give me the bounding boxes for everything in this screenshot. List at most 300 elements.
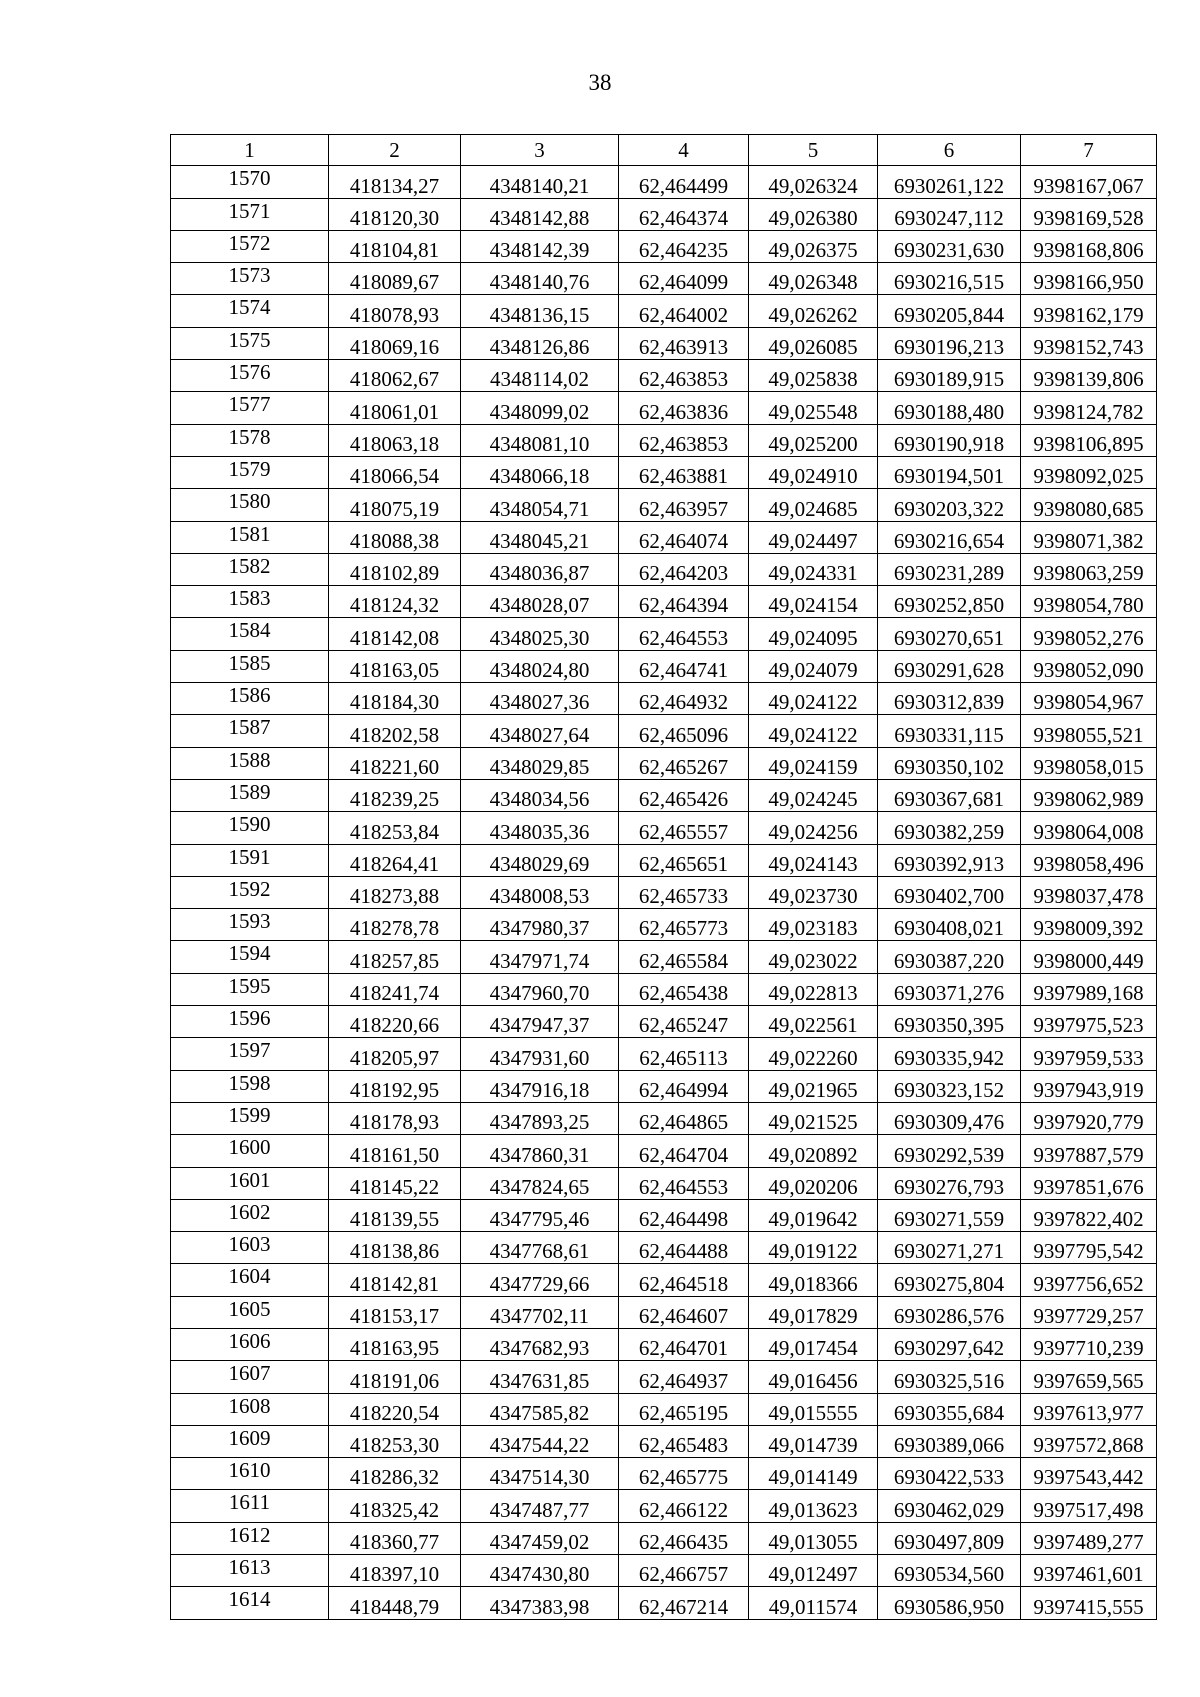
coordinate-cell: 62,464553 xyxy=(619,1167,749,1199)
coordinate-cell: 418253,30 xyxy=(329,1425,461,1457)
coordinate-cell: 6930216,515 xyxy=(878,263,1021,295)
coordinate-cell: 6930462,029 xyxy=(878,1490,1021,1522)
coordinate-cell: 62,463913 xyxy=(619,327,749,359)
coordinate-cell: 62,465651 xyxy=(619,844,749,876)
coordinate-cell: 4348140,21 xyxy=(461,166,619,198)
coordinate-cell: 49,023022 xyxy=(749,941,878,973)
coordinate-cell: 6930497,809 xyxy=(878,1522,1021,1554)
coordinate-cell: 418102,89 xyxy=(329,553,461,585)
coordinate-cell: 418239,25 xyxy=(329,779,461,811)
coordinate-cell: 62,466757 xyxy=(619,1555,749,1587)
coordinate-cell: 62,465773 xyxy=(619,909,749,941)
coordinate-cell: 62,463957 xyxy=(619,489,749,521)
coordinate-cell: 49,013623 xyxy=(749,1490,878,1522)
coordinate-cell: 4347795,46 xyxy=(461,1199,619,1231)
table-row xyxy=(171,715,1157,747)
point-number-cell: 1594 xyxy=(171,941,329,973)
coordinate-cell: 4348029,69 xyxy=(461,844,619,876)
coordinate-cell: 9398124,782 xyxy=(1021,392,1157,424)
table-row xyxy=(171,1587,1157,1619)
coordinate-cell: 62,464518 xyxy=(619,1264,749,1296)
point-number-cell: 1592 xyxy=(171,876,329,908)
point-number-cell: 1574 xyxy=(171,295,329,327)
coordinate-cell: 418142,81 xyxy=(329,1264,461,1296)
coordinate-cell: 6930189,915 xyxy=(878,360,1021,392)
coordinate-cell: 418202,58 xyxy=(329,715,461,747)
coordinate-cell: 49,023730 xyxy=(749,876,878,908)
coordinate-cell: 62,464553 xyxy=(619,618,749,650)
coordinate-cell: 49,012497 xyxy=(749,1555,878,1587)
point-number-cell: 1610 xyxy=(171,1458,329,1490)
table-row xyxy=(171,909,1157,941)
coordinate-cell: 9398166,950 xyxy=(1021,263,1157,295)
coordinate-cell: 6930291,628 xyxy=(878,650,1021,682)
coordinate-cell: 4348024,80 xyxy=(461,650,619,682)
coordinate-cell: 6930350,395 xyxy=(878,1006,1021,1038)
coordinate-cell: 9398064,008 xyxy=(1021,812,1157,844)
coordinate-cell: 6930382,259 xyxy=(878,812,1021,844)
coordinate-cell: 4348136,15 xyxy=(461,295,619,327)
coordinate-cell: 62,465584 xyxy=(619,941,749,973)
coordinate-cell: 418220,66 xyxy=(329,1006,461,1038)
coordinate-cell: 49,024095 xyxy=(749,618,878,650)
coordinate-cell: 62,464704 xyxy=(619,1135,749,1167)
coordinate-cell: 9397710,239 xyxy=(1021,1328,1157,1360)
column-header: 4 xyxy=(619,135,749,166)
point-number-cell: 1608 xyxy=(171,1393,329,1425)
column-header: 6 xyxy=(878,135,1021,166)
coordinate-cell: 418397,10 xyxy=(329,1555,461,1587)
coordinate-cell: 418205,97 xyxy=(329,1038,461,1070)
coordinate-cell: 9397517,498 xyxy=(1021,1490,1157,1522)
table-row xyxy=(171,1425,1157,1457)
coordinate-cell: 9397572,868 xyxy=(1021,1425,1157,1457)
coordinate-cell: 4348027,64 xyxy=(461,715,619,747)
point-number-cell: 1596 xyxy=(171,1006,329,1038)
coordinate-cell: 9397543,442 xyxy=(1021,1458,1157,1490)
column-header: 2 xyxy=(329,135,461,166)
coordinate-cell: 62,464499 xyxy=(619,166,749,198)
table-row xyxy=(171,1361,1157,1393)
point-number-cell: 1586 xyxy=(171,683,329,715)
coordinate-cell: 4348099,02 xyxy=(461,392,619,424)
coordinate-cell: 6930389,066 xyxy=(878,1425,1021,1457)
coordinate-cell: 418069,16 xyxy=(329,327,461,359)
point-number-cell: 1598 xyxy=(171,1070,329,1102)
coordinate-cell: 6930188,480 xyxy=(878,392,1021,424)
coordinate-cell: 4347768,61 xyxy=(461,1232,619,1264)
table-row xyxy=(171,650,1157,682)
point-number-cell: 1582 xyxy=(171,553,329,585)
coordinate-cell: 6930194,501 xyxy=(878,456,1021,488)
coordinate-cell: 9397613,977 xyxy=(1021,1393,1157,1425)
coordinate-cell: 9397920,779 xyxy=(1021,1102,1157,1134)
point-number-cell: 1577 xyxy=(171,392,329,424)
coordinate-cell: 9397795,542 xyxy=(1021,1232,1157,1264)
table-row xyxy=(171,521,1157,553)
coordinate-cell: 6930422,533 xyxy=(878,1458,1021,1490)
coordinate-cell: 49,021525 xyxy=(749,1102,878,1134)
coordinate-cell: 418066,54 xyxy=(329,456,461,488)
coordinate-cell: 6930371,276 xyxy=(878,973,1021,1005)
coordinate-cell: 9398062,989 xyxy=(1021,779,1157,811)
coordinate-cell: 418184,30 xyxy=(329,683,461,715)
coordinate-cell: 418286,32 xyxy=(329,1458,461,1490)
table-body xyxy=(171,166,1157,1619)
coordinate-cell: 4347971,74 xyxy=(461,941,619,973)
table-row xyxy=(171,392,1157,424)
coordinate-cell: 62,465195 xyxy=(619,1393,749,1425)
coordinate-cell: 9398168,806 xyxy=(1021,230,1157,262)
coordinate-cell: 49,024079 xyxy=(749,650,878,682)
coordinate-cell: 6930231,289 xyxy=(878,553,1021,585)
point-number-cell: 1578 xyxy=(171,424,329,456)
coordinate-cell: 9397489,277 xyxy=(1021,1522,1157,1554)
coordinate-cell: 6930271,559 xyxy=(878,1199,1021,1231)
coordinate-cell: 6930335,942 xyxy=(878,1038,1021,1070)
point-number-cell: 1571 xyxy=(171,198,329,230)
coordinate-cell: 6930231,630 xyxy=(878,230,1021,262)
coordinate-cell: 62,464099 xyxy=(619,263,749,295)
coordinate-cell: 49,022561 xyxy=(749,1006,878,1038)
coordinate-cell: 49,026085 xyxy=(749,327,878,359)
coordinate-cell: 49,026262 xyxy=(749,295,878,327)
coordinate-cell: 49,024245 xyxy=(749,779,878,811)
coordinate-cell: 49,018366 xyxy=(749,1264,878,1296)
coordinate-cell: 49,024122 xyxy=(749,715,878,747)
coordinate-cell: 9398169,528 xyxy=(1021,198,1157,230)
coordinate-cell: 62,465438 xyxy=(619,973,749,1005)
table-row xyxy=(171,812,1157,844)
coordinate-cell: 4348035,36 xyxy=(461,812,619,844)
point-number-cell: 1576 xyxy=(171,360,329,392)
coordinate-cell: 62,464235 xyxy=(619,230,749,262)
table-row xyxy=(171,586,1157,618)
table-row xyxy=(171,1038,1157,1070)
coordinates-table xyxy=(170,134,1157,1620)
coordinate-cell: 62,465775 xyxy=(619,1458,749,1490)
coordinate-cell: 4347383,98 xyxy=(461,1587,619,1619)
coordinate-cell: 62,464488 xyxy=(619,1232,749,1264)
coordinate-cell: 418063,18 xyxy=(329,424,461,456)
coordinate-cell: 62,464394 xyxy=(619,586,749,618)
coordinate-cell: 418145,22 xyxy=(329,1167,461,1199)
coordinate-cell: 6930312,839 xyxy=(878,683,1021,715)
coordinate-cell: 4348081,10 xyxy=(461,424,619,456)
coordinate-cell: 9397756,652 xyxy=(1021,1264,1157,1296)
coordinate-cell: 6930270,651 xyxy=(878,618,1021,650)
coordinate-cell: 418138,86 xyxy=(329,1232,461,1264)
point-number-cell: 1597 xyxy=(171,1038,329,1070)
table-row xyxy=(171,360,1157,392)
table-row xyxy=(171,779,1157,811)
coordinate-cell: 4347585,82 xyxy=(461,1393,619,1425)
point-number-cell: 1588 xyxy=(171,747,329,779)
coordinate-cell: 9398052,090 xyxy=(1021,650,1157,682)
coordinate-cell: 6930392,913 xyxy=(878,844,1021,876)
table-row xyxy=(171,230,1157,262)
point-number-cell: 1609 xyxy=(171,1425,329,1457)
coordinate-cell: 4347960,70 xyxy=(461,973,619,1005)
coordinate-cell: 49,015555 xyxy=(749,1393,878,1425)
point-number-cell: 1572 xyxy=(171,230,329,262)
coordinate-cell: 62,466122 xyxy=(619,1490,749,1522)
coordinate-cell: 418253,84 xyxy=(329,812,461,844)
coordinate-cell: 9397729,257 xyxy=(1021,1296,1157,1328)
coordinate-cell: 4348126,86 xyxy=(461,327,619,359)
coordinate-cell: 418178,93 xyxy=(329,1102,461,1134)
coordinate-cell: 49,022813 xyxy=(749,973,878,1005)
coordinate-cell: 62,463853 xyxy=(619,424,749,456)
coordinate-cell: 9398052,276 xyxy=(1021,618,1157,650)
coordinate-cell: 9398009,392 xyxy=(1021,909,1157,941)
coordinate-cell: 9398092,025 xyxy=(1021,456,1157,488)
table-row xyxy=(171,553,1157,585)
coordinate-cell: 9397989,168 xyxy=(1021,973,1157,1005)
coordinate-cell: 418191,06 xyxy=(329,1361,461,1393)
table-row xyxy=(171,424,1157,456)
table-row xyxy=(171,1393,1157,1425)
coordinate-cell: 49,026348 xyxy=(749,263,878,295)
point-number-cell: 1595 xyxy=(171,973,329,1005)
table-row xyxy=(171,1458,1157,1490)
coordinate-cell: 4347947,37 xyxy=(461,1006,619,1038)
coordinate-cell: 4347702,11 xyxy=(461,1296,619,1328)
coordinate-cell: 62,464074 xyxy=(619,521,749,553)
table-row xyxy=(171,295,1157,327)
coordinate-cell: 49,014149 xyxy=(749,1458,878,1490)
coordinate-cell: 418264,41 xyxy=(329,844,461,876)
coordinate-cell: 62,465483 xyxy=(619,1425,749,1457)
point-number-cell: 1591 xyxy=(171,844,329,876)
coordinate-cell: 418139,55 xyxy=(329,1199,461,1231)
point-number-cell: 1606 xyxy=(171,1328,329,1360)
coordinate-cell: 9398162,179 xyxy=(1021,295,1157,327)
coordinate-cell: 9397975,523 xyxy=(1021,1006,1157,1038)
coordinate-cell: 418221,60 xyxy=(329,747,461,779)
coordinate-cell: 62,465267 xyxy=(619,747,749,779)
coordinate-cell: 6930350,102 xyxy=(878,747,1021,779)
coordinate-cell: 4348142,88 xyxy=(461,198,619,230)
coordinate-cell: 9398063,259 xyxy=(1021,553,1157,585)
coordinate-cell: 62,464701 xyxy=(619,1328,749,1360)
point-number-cell: 1583 xyxy=(171,586,329,618)
point-number-cell: 1573 xyxy=(171,263,329,295)
point-number-cell: 1579 xyxy=(171,456,329,488)
coordinate-cell: 62,464932 xyxy=(619,683,749,715)
coordinate-cell: 418061,01 xyxy=(329,392,461,424)
coordinate-cell: 418075,19 xyxy=(329,489,461,521)
table-row xyxy=(171,1328,1157,1360)
coordinate-cell: 6930586,950 xyxy=(878,1587,1021,1619)
coordinate-cell: 6930190,918 xyxy=(878,424,1021,456)
coordinate-cell: 49,023183 xyxy=(749,909,878,941)
table-row xyxy=(171,263,1157,295)
coordinate-cell: 6930205,844 xyxy=(878,295,1021,327)
point-number-cell: 1614 xyxy=(171,1587,329,1619)
coordinate-cell: 418062,67 xyxy=(329,360,461,392)
coordinate-cell: 62,464498 xyxy=(619,1199,749,1231)
coordinate-cell: 4347514,30 xyxy=(461,1458,619,1490)
coordinate-cell: 49,019122 xyxy=(749,1232,878,1264)
table-row xyxy=(171,844,1157,876)
point-number-cell: 1600 xyxy=(171,1135,329,1167)
coordinate-cell: 4348025,30 xyxy=(461,618,619,650)
point-number-cell: 1603 xyxy=(171,1232,329,1264)
coordinate-cell: 6930331,115 xyxy=(878,715,1021,747)
table-row xyxy=(171,876,1157,908)
coordinate-cell: 418257,85 xyxy=(329,941,461,973)
table-row xyxy=(171,1006,1157,1038)
coordinate-cell: 62,464607 xyxy=(619,1296,749,1328)
coordinate-cell: 6930196,213 xyxy=(878,327,1021,359)
table-row xyxy=(171,973,1157,1005)
coordinate-cell: 9398000,449 xyxy=(1021,941,1157,973)
point-number-cell: 1604 xyxy=(171,1264,329,1296)
coordinate-cell: 49,024497 xyxy=(749,521,878,553)
coordinate-cell: 49,026375 xyxy=(749,230,878,262)
coordinate-cell: 6930252,850 xyxy=(878,586,1021,618)
point-number-cell: 1611 xyxy=(171,1490,329,1522)
point-number-cell: 1589 xyxy=(171,779,329,811)
coordinate-cell: 62,464002 xyxy=(619,295,749,327)
table-row xyxy=(171,1296,1157,1328)
coordinate-cell: 49,017829 xyxy=(749,1296,878,1328)
coordinate-cell: 418192,95 xyxy=(329,1070,461,1102)
point-number-cell: 1584 xyxy=(171,618,329,650)
table-row xyxy=(171,456,1157,488)
coordinate-cell: 9398058,015 xyxy=(1021,747,1157,779)
table-row xyxy=(171,1167,1157,1199)
coordinate-cell: 418163,95 xyxy=(329,1328,461,1360)
coordinate-cell: 62,465247 xyxy=(619,1006,749,1038)
coordinate-cell: 49,016456 xyxy=(749,1361,878,1393)
table-row xyxy=(171,941,1157,973)
coordinate-cell: 4347729,66 xyxy=(461,1264,619,1296)
coordinate-cell: 4348008,53 xyxy=(461,876,619,908)
coordinate-cell: 4347893,25 xyxy=(461,1102,619,1134)
coordinate-cell: 418273,88 xyxy=(329,876,461,908)
coordinate-cell: 9397461,601 xyxy=(1021,1555,1157,1587)
coordinate-cell: 6930286,576 xyxy=(878,1296,1021,1328)
coordinate-cell: 49,024331 xyxy=(749,553,878,585)
coordinate-cell: 49,026380 xyxy=(749,198,878,230)
point-number-cell: 1575 xyxy=(171,327,329,359)
coordinate-cell: 9398071,382 xyxy=(1021,521,1157,553)
coordinate-cell: 62,464994 xyxy=(619,1070,749,1102)
coordinate-cell: 49,021965 xyxy=(749,1070,878,1102)
coordinate-cell: 62,464374 xyxy=(619,198,749,230)
coordinate-cell: 49,011574 xyxy=(749,1587,878,1619)
coordinate-cell: 418120,30 xyxy=(329,198,461,230)
coordinate-cell: 49,025838 xyxy=(749,360,878,392)
table-row xyxy=(171,1102,1157,1134)
coordinate-cell: 6930387,220 xyxy=(878,941,1021,973)
point-number-cell: 1570 xyxy=(171,166,329,198)
coordinate-cell: 49,025200 xyxy=(749,424,878,456)
coordinate-cell: 4348142,39 xyxy=(461,230,619,262)
coordinate-cell: 418448,79 xyxy=(329,1587,461,1619)
coordinate-cell: 4347860,31 xyxy=(461,1135,619,1167)
coordinate-cell: 4348045,21 xyxy=(461,521,619,553)
coordinate-cell: 49,024154 xyxy=(749,586,878,618)
table-row xyxy=(171,327,1157,359)
coordinate-cell: 4347544,22 xyxy=(461,1425,619,1457)
point-number-cell: 1607 xyxy=(171,1361,329,1393)
coordinate-cell: 49,013055 xyxy=(749,1522,878,1554)
coordinate-cell: 62,465096 xyxy=(619,715,749,747)
coordinate-cell: 418078,93 xyxy=(329,295,461,327)
coordinate-cell: 4348028,07 xyxy=(461,586,619,618)
coordinate-cell: 4347931,60 xyxy=(461,1038,619,1070)
coordinate-cell: 62,466435 xyxy=(619,1522,749,1554)
coordinate-cell: 418325,42 xyxy=(329,1490,461,1522)
coordinate-cell: 4348054,71 xyxy=(461,489,619,521)
column-header: 1 xyxy=(171,135,329,166)
coordinate-cell: 9398106,895 xyxy=(1021,424,1157,456)
coordinate-cell: 49,024143 xyxy=(749,844,878,876)
coordinate-cell: 4348027,36 xyxy=(461,683,619,715)
point-number-cell: 1580 xyxy=(171,489,329,521)
table-row xyxy=(171,166,1157,198)
coordinate-cell: 4347430,80 xyxy=(461,1555,619,1587)
coordinate-cell: 418142,08 xyxy=(329,618,461,650)
coordinate-cell: 62,463836 xyxy=(619,392,749,424)
coordinate-cell: 9397659,565 xyxy=(1021,1361,1157,1393)
coordinate-cell: 9398167,067 xyxy=(1021,166,1157,198)
coordinate-cell: 62,465557 xyxy=(619,812,749,844)
coordinate-cell: 418088,38 xyxy=(329,521,461,553)
coordinate-cell: 418134,27 xyxy=(329,166,461,198)
coordinate-cell: 418124,32 xyxy=(329,586,461,618)
coordinate-cell: 418104,81 xyxy=(329,230,461,262)
coordinate-cell: 49,024910 xyxy=(749,456,878,488)
column-header: 7 xyxy=(1021,135,1157,166)
table-row xyxy=(171,618,1157,650)
coordinate-cell: 6930309,476 xyxy=(878,1102,1021,1134)
coordinate-cell: 9397943,919 xyxy=(1021,1070,1157,1102)
table-row xyxy=(171,747,1157,779)
coordinate-cell: 9397959,533 xyxy=(1021,1038,1157,1070)
coordinate-cell: 6930402,700 xyxy=(878,876,1021,908)
coordinate-cell: 9397851,676 xyxy=(1021,1167,1157,1199)
coordinate-cell: 49,024685 xyxy=(749,489,878,521)
coordinate-cell: 6930216,654 xyxy=(878,521,1021,553)
coordinate-cell: 9398054,967 xyxy=(1021,683,1157,715)
point-number-cell: 1613 xyxy=(171,1555,329,1587)
coordinate-cell: 4347824,65 xyxy=(461,1167,619,1199)
point-number-cell: 1587 xyxy=(171,715,329,747)
coordinate-cell: 6930275,804 xyxy=(878,1264,1021,1296)
coordinate-cell: 9398139,806 xyxy=(1021,360,1157,392)
coordinate-cell: 6930534,560 xyxy=(878,1555,1021,1587)
table-header-row xyxy=(171,135,1157,166)
coordinate-cell: 62,464203 xyxy=(619,553,749,585)
coordinate-cell: 418089,67 xyxy=(329,263,461,295)
coordinate-cell: 6930367,681 xyxy=(878,779,1021,811)
coordinate-cell: 6930323,152 xyxy=(878,1070,1021,1102)
column-header: 3 xyxy=(461,135,619,166)
coordinate-cell: 62,465733 xyxy=(619,876,749,908)
coordinate-cell: 9397887,579 xyxy=(1021,1135,1157,1167)
coordinate-cell: 4348140,76 xyxy=(461,263,619,295)
coordinate-cell: 62,465113 xyxy=(619,1038,749,1070)
table-row xyxy=(171,489,1157,521)
point-number-cell: 1599 xyxy=(171,1102,329,1134)
coordinate-cell: 4348114,02 xyxy=(461,360,619,392)
table-row xyxy=(171,1135,1157,1167)
coordinate-cell: 9397415,555 xyxy=(1021,1587,1157,1619)
